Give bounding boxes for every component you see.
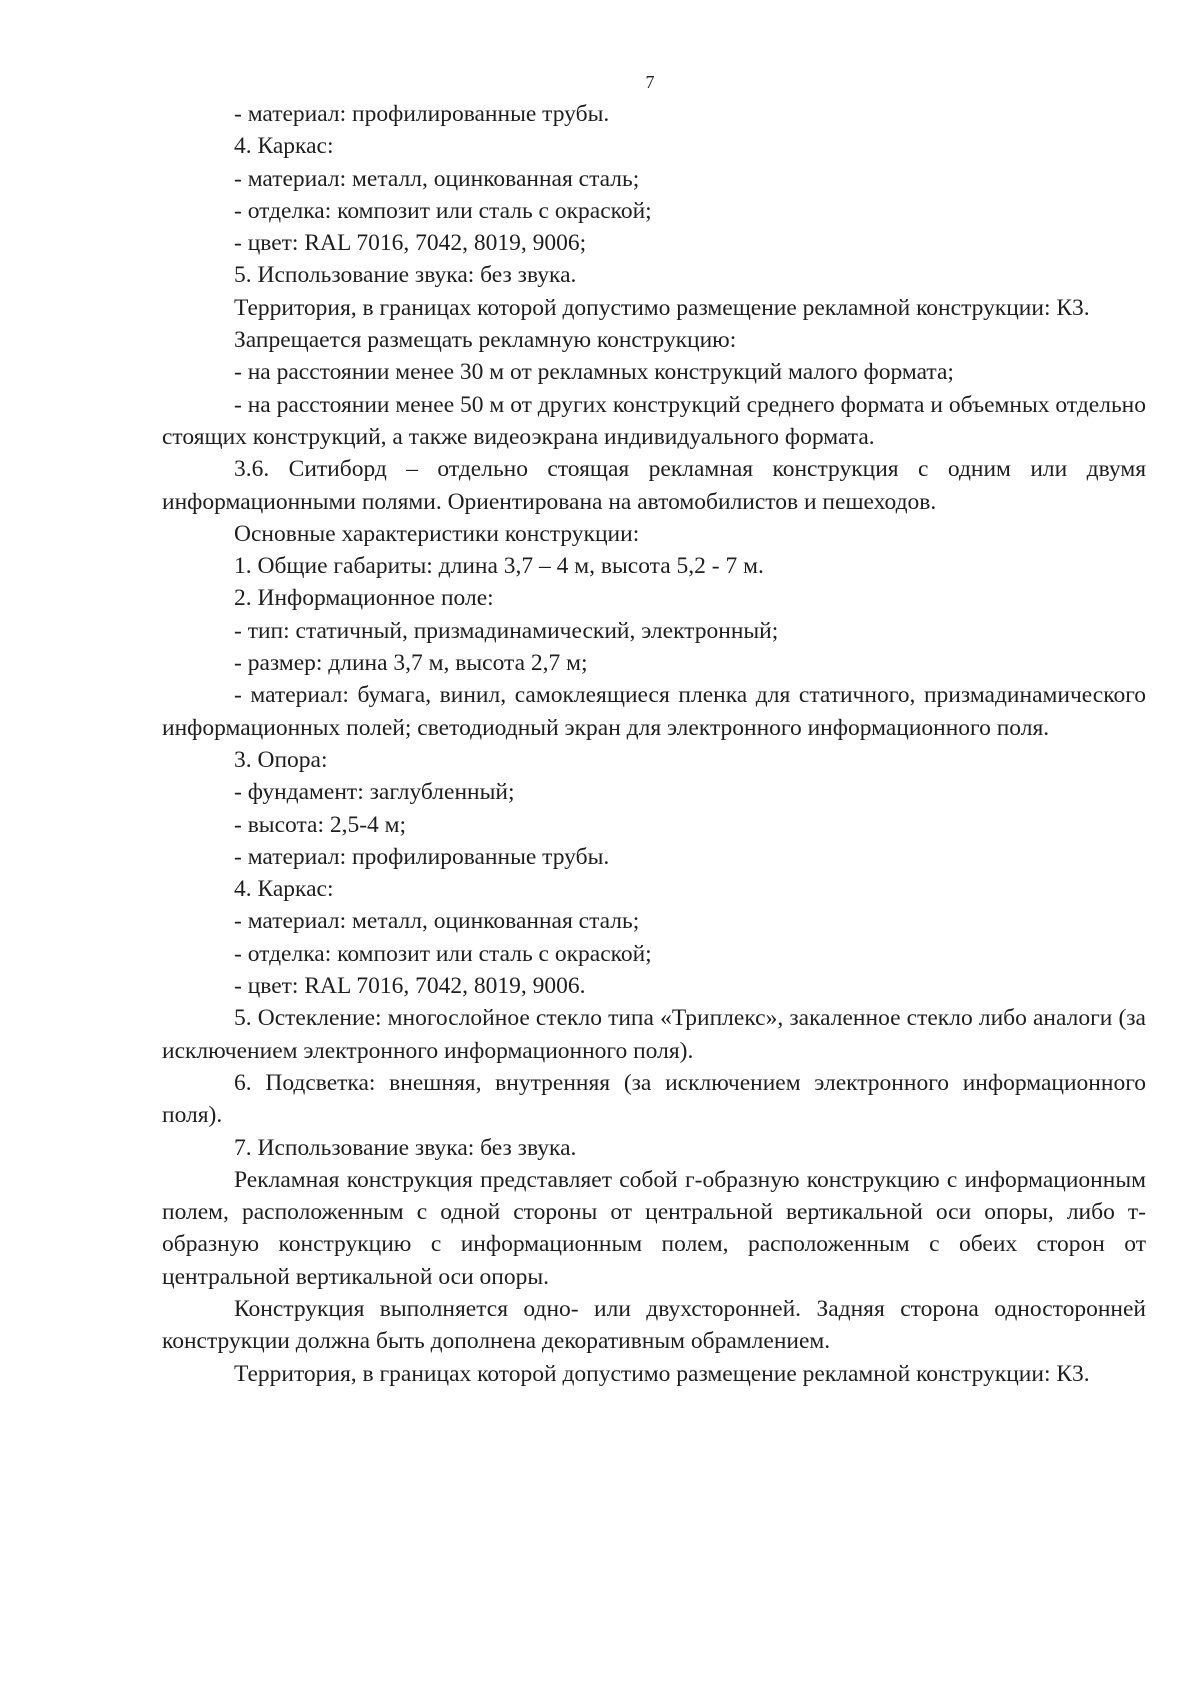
paragraph: Рекламная конструкция представляет собой г-образную конструкцию с информационным полем, расположенным с одной стороны от центральной вертикальной оси опоры, либо т-образную конструкцию с информационным полем, расположенным с обеих сторон от центральной вертикальной оси опоры.: [162, 1166, 1146, 1290]
page-number: 7: [645, 72, 655, 92]
paragraph: - материал: профилированные трубы.: [234, 843, 610, 870]
paragraph: 3. Опора:: [234, 746, 328, 773]
paragraph: 5. Использование звука: без звука.: [234, 262, 577, 289]
paragraph: 1. Общие габариты: длина 3,7 – 4 м, высота 5,2 - 7 м.: [234, 553, 764, 580]
paragraph: - цвет: RAL 7016, 7042, 8019, 9006.: [234, 973, 586, 1000]
paragraph: - высота: 2,5-4 м;: [234, 811, 407, 838]
paragraph: Конструкция выполняется одно- или двухсторонней. Задняя сторона односторонней конструкции должна быть дополнена декоративным обрамлением.: [162, 1295, 1146, 1355]
paragraph: - размер: длина 3,7 м, высота 2,7 м;: [234, 650, 588, 677]
paragraph: - материал: металл, оцинкованная сталь;: [234, 165, 640, 192]
paragraph: Запрещается размещать рекламную конструкцию:: [234, 327, 737, 354]
paragraph: - отделка: композит или сталь с окраской;: [234, 940, 652, 967]
paragraph: 7. Использование звука: без звука.: [234, 1134, 577, 1161]
paragraph: 4. Каркас:: [234, 876, 334, 903]
paragraph: - материал: профилированные трубы.: [234, 101, 610, 127]
paragraph: - тип: статичный, призмадинамический, электронный;: [234, 617, 779, 644]
paragraph: 4. Каркас:: [234, 133, 334, 160]
paragraph: - на расстоянии менее 30 м от рекламных конструкций малого формата;: [234, 359, 954, 386]
paragraph: - фундамент: заглубленный;: [234, 779, 515, 806]
paragraph: Территория, в границах которой допустимо размещение рекламной конструкции: К3.: [234, 294, 1090, 321]
paragraph: 6. Подсветка: внешняя, внутренняя (за исключением электронного информационного поля).: [162, 1069, 1146, 1129]
paragraph: Территория, в границах которой допустимо размещение рекламной конструкции: К3.: [234, 1360, 1090, 1387]
paragraph: - материал: бумага, винил, самоклеящиеся пленка для статичного, призмадинамического информационных полей; светодиодный экран для электронного информационного поля.: [162, 682, 1146, 741]
paragraph: 3.6. Ситиборд – отдельно стоящая рекламная конструкция с одним или двумя информационными полями. Ориентирована на автомобилистов и пешеходов.: [162, 456, 1146, 515]
paragraph: Основные характеристики конструкции:: [234, 520, 640, 547]
paragraph: - материал: металл, оцинкованная сталь;: [234, 908, 640, 935]
paragraph: - отделка: композит или сталь с окраской;: [234, 197, 652, 224]
paragraph: - на расстоянии менее 50 м от других конструкций среднего формата и объемных отдельно стоящих конструкций, а также видеоэкрана индивидуального формата.: [162, 391, 1146, 450]
paragraph: 2. Информационное поле:: [234, 585, 494, 612]
document-body: [162, 98, 1146, 1390]
paragraph: - цвет: RAL 7016, 7042, 8019, 9006;: [234, 230, 587, 257]
paragraph: 5. Остекление: многослойное стекло типа «Триплекс», закаленное стекло либо аналоги (за исключением электронного информационного поля).: [162, 1005, 1146, 1064]
